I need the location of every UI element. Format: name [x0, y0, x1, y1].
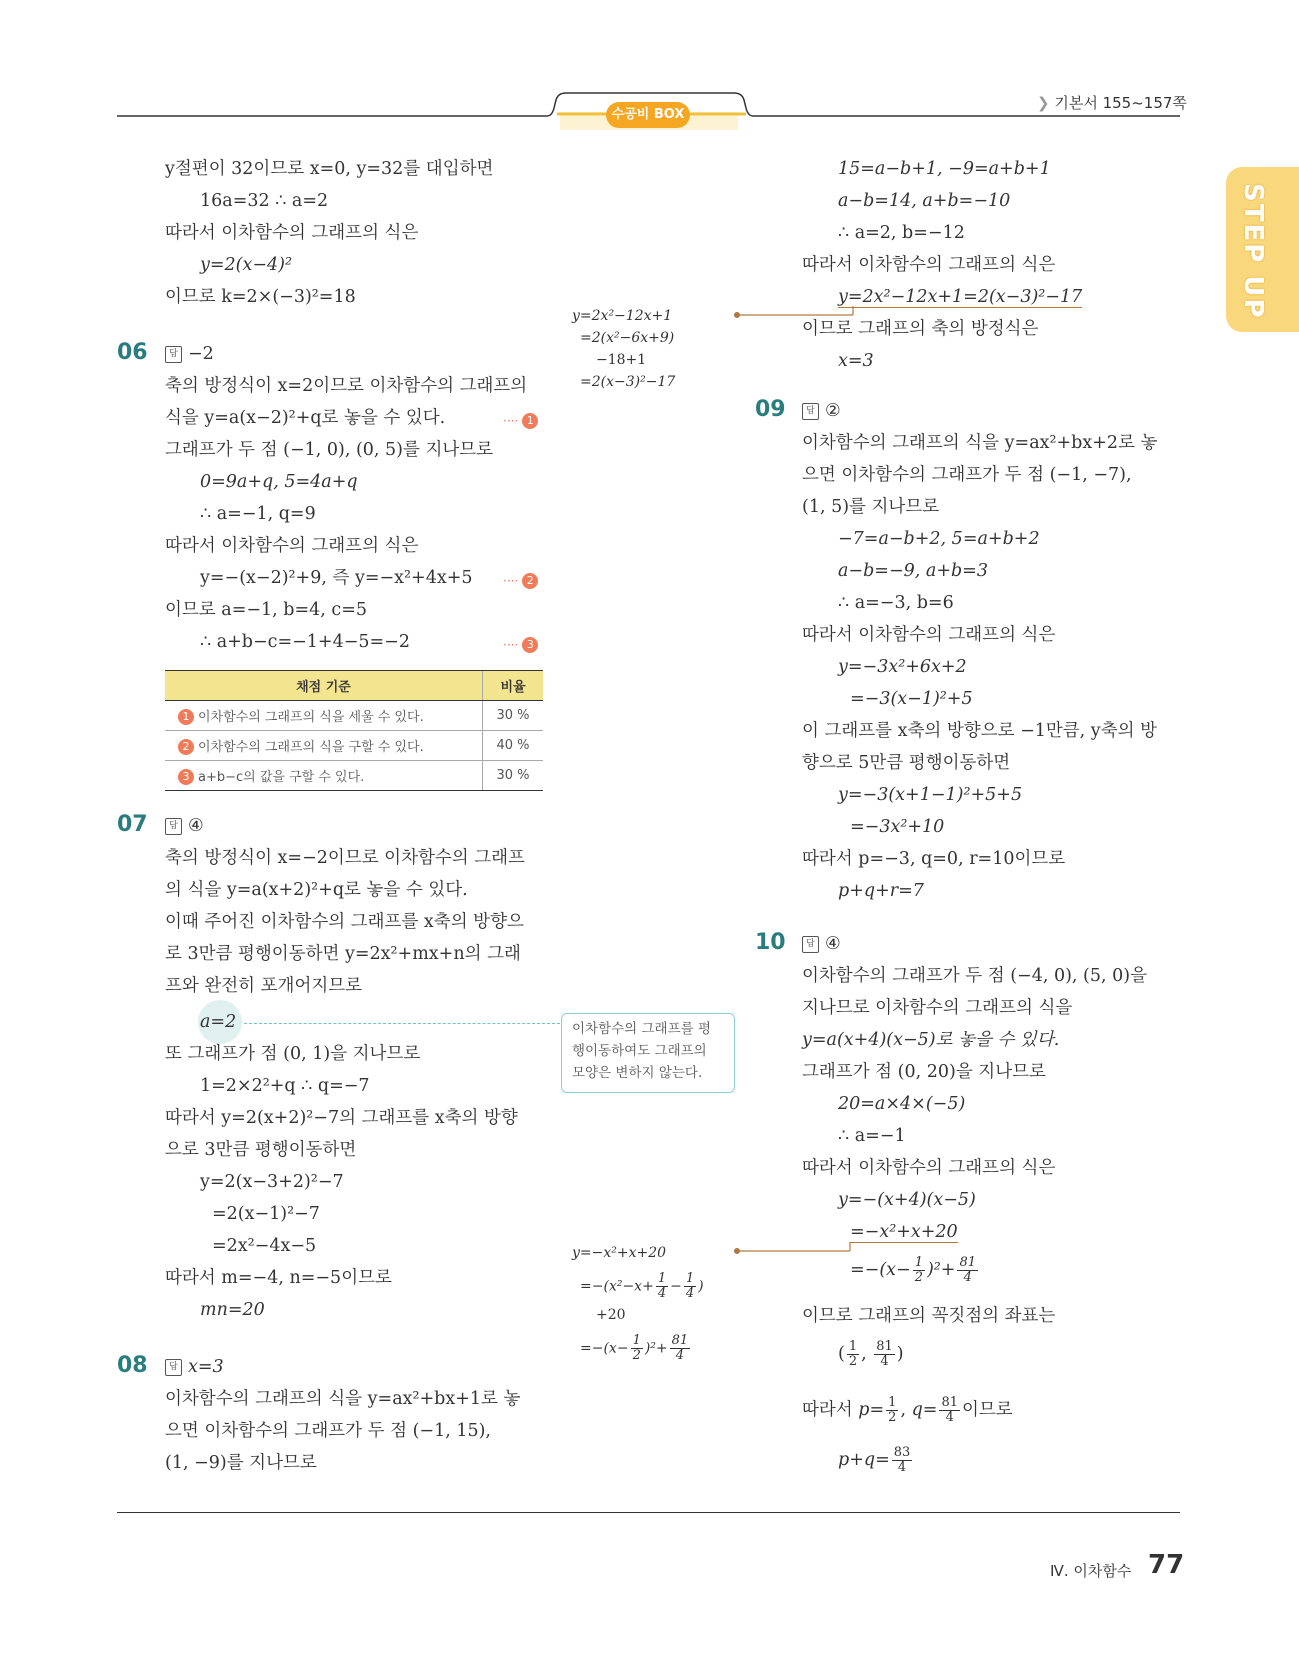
dots-icon: ····: [503, 638, 519, 652]
text-line: 0=9a+q, 5=4a+q: [200, 472, 358, 492]
text-line: 이므로 k=2×(−3)²=18: [165, 287, 356, 307]
answer-icon: 답: [165, 1359, 182, 1376]
text-line: y=−(x+4)(x−5): [838, 1190, 976, 1210]
side-note-line: +20: [596, 1307, 626, 1323]
note-line: 모양은 변하지 않는다.: [572, 1065, 703, 1081]
text-line: ∴ a=−1, q=9: [200, 504, 316, 524]
text-line: 이차함수의 그래프의 식을 y=ax²+bx+1로 놓: [165, 1389, 521, 1409]
text-line: y=−(x−2)²+9, 즉 y=−x²+4x+5: [200, 568, 473, 588]
problem-number: 10: [755, 930, 786, 955]
text-line: 이므로 그래프의 꼭짓점의 좌표는: [802, 1306, 1056, 1326]
answer: 답 −2: [165, 342, 214, 366]
mark-badge: 3: [178, 769, 194, 785]
text-line: ∴ a=−3, b=6: [838, 593, 954, 613]
mark-badge: 2: [522, 573, 538, 589]
step-up-tab: [1226, 167, 1299, 332]
chapter-label: Ⅳ. 이차함수: [1050, 1562, 1132, 1580]
text-line: y=2(x−3+2)²−7: [200, 1172, 344, 1192]
page-number: 77: [1148, 1550, 1185, 1580]
note-line: 행이동하여도 그래프의: [572, 1043, 707, 1059]
text-line: 향으로 5만큼 평행이동하면: [802, 753, 1011, 773]
reference-label: ❯ 기본서 155~157쪽: [1037, 94, 1187, 112]
table-cell: 40 %: [483, 731, 544, 761]
text-line: ∴ a=−1: [838, 1126, 906, 1146]
step-up-label: STEP UP: [1238, 183, 1268, 320]
side-note-line: =−(x²−x+ $\frac{1}{4}$ − $\frac{1}{4}$ ): [580, 1271, 704, 1301]
text-line: a−b=−9, a+b=3: [838, 561, 988, 581]
text-line: =2(x−1)²−7: [212, 1204, 320, 1224]
table-cell: 1 이차함수의 그래프의 식을 세울 수 있다.: [165, 701, 483, 731]
text-line: 으면 이차함수의 그래프가 두 점 (−1, 15),: [165, 1421, 491, 1441]
side-note-line: =2(x−3)²−17: [580, 374, 676, 390]
text-line: 이차함수의 그래프가 두 점 (−4, 0), (5, 0)을: [802, 966, 1147, 986]
mark-badge: 3: [522, 637, 538, 653]
text-line: a−b=14, a+b=−10: [838, 191, 1011, 211]
side-note-line: −18+1: [596, 352, 647, 368]
answer: 답 ④: [802, 932, 841, 956]
text-line: =−3(x−1)²+5: [850, 689, 973, 709]
side-note-line: =−(x− $\frac{1}{2}$ )²+ $\frac{81}{4}$: [580, 1333, 689, 1363]
text-line: y절편이 32이므로 x=0, y=32를 대입하면: [165, 159, 494, 179]
text-line: y=−3x²+6x+2: [838, 657, 967, 677]
text-line: y=2(x−4)²: [200, 255, 293, 275]
problem-number: 09: [755, 397, 786, 422]
note-line: 이차함수의 그래프를 평: [572, 1021, 711, 1037]
text-line: y=−3(x+1−1)²+5+5: [838, 785, 1023, 805]
note-box: [561, 1013, 735, 1093]
text-line: 프와 완전히 포개어지므로: [165, 976, 363, 996]
text-line: =−x²+x+20: [850, 1222, 958, 1242]
column-header: 채점 기준: [165, 671, 483, 701]
dots-icon: ····: [503, 414, 519, 428]
text-line: 로 3만큼 평행이동하면 y=2x²+mx+n의 그래: [165, 944, 521, 964]
text-line: p+q= $\frac{83}{4}$: [838, 1445, 911, 1475]
table-row: [165, 761, 543, 791]
column-header: 비율: [483, 671, 544, 701]
footer-rule: [117, 1512, 1180, 1513]
mark-badge: 1: [522, 413, 538, 429]
side-note-line: =2(x²−6x+9): [580, 330, 675, 346]
text-line: 따라서 이차함수의 그래프의 식은: [802, 625, 1056, 645]
text-line: 식을 y=a(x−2)²+q로 놓을 수 있다.: [165, 408, 446, 428]
text-line: a=2: [200, 1012, 237, 1032]
text-line: 으로 3만큼 평행이동하면: [165, 1140, 357, 1160]
text-line: x=3: [838, 351, 874, 371]
text-line: 따라서 이차함수의 그래프의 식은: [802, 255, 1056, 275]
answer: 답 x=3: [165, 1355, 224, 1379]
answer: 답 ②: [802, 399, 841, 423]
grading-table: [165, 670, 543, 791]
side-note-line: y=2x²−12x+1: [572, 308, 673, 324]
text-line: 따라서 y=2(x+2)²−7의 그래프를 x축의 방향: [165, 1108, 518, 1128]
text-line: y=2x²−12x+1=2(x−3)²−17: [838, 287, 1083, 307]
text-line: 이차함수의 그래프의 식을 y=ax²+bx+2로 놓: [802, 433, 1158, 453]
text-line: (1, 5)를 지나므로: [802, 497, 940, 517]
answer-icon: 답: [165, 346, 182, 363]
text-line: =2x²−4x−5: [212, 1236, 317, 1256]
mark-row: [503, 570, 538, 589]
text-line: 이므로 그래프의 축의 방정식은: [802, 319, 1039, 339]
text-line: 16a=32 ∴ a=2: [200, 191, 329, 211]
text-line: ( $\frac{1}{2}$ , $\frac{81}{4}$ ): [838, 1339, 904, 1369]
text-line: 따라서 이차함수의 그래프의 식은: [802, 1158, 1056, 1178]
answer-icon: 답: [165, 818, 182, 835]
text-line: =−(x− $\frac{1}{2}$ )²+ $\frac{81}{4}$: [850, 1255, 977, 1285]
text-line: 따라서 m=−4, n=−5이므로: [165, 1268, 392, 1288]
problem-number: 06: [117, 340, 148, 365]
table-header: [165, 671, 543, 701]
text-line: 으면 이차함수의 그래프가 두 점 (−1, −7),: [802, 465, 1132, 485]
text-line: 따라서 이차함수의 그래프의 식은: [165, 536, 419, 556]
text-line: 따라서 p= $\frac{1}{2}$ , q= $\frac{81}{4}$ 이므로: [802, 1395, 1013, 1425]
text-line: 의 식을 y=a(x+2)²+q로 놓을 수 있다.: [165, 880, 468, 900]
text-line: 축의 방정식이 x=2이므로 이차함수의 그래프의: [165, 376, 528, 396]
text-line: 따라서 p=−3, q=0, r=10이므로: [802, 849, 1066, 869]
text-line: =−3x²+10: [850, 817, 945, 837]
table-cell: 30 %: [483, 761, 544, 791]
answer: 답 ④: [165, 814, 204, 838]
text-line: 이므로 a=−1, b=4, c=5: [165, 600, 368, 620]
text-line: 지나므로 이차함수의 그래프의 식을: [802, 998, 1073, 1018]
table-cell: 30 %: [483, 701, 544, 731]
text-line: 따라서 이차함수의 그래프의 식은: [165, 223, 419, 243]
box-badge: 수공비 BOX: [606, 102, 690, 128]
text-line: mn=20: [200, 1300, 265, 1320]
text-line: 그래프가 점 (0, 20)을 지나므로: [802, 1062, 1046, 1082]
text-line: 20=a×4×(−5): [838, 1094, 966, 1114]
text-line: ∴ a=2, b=−12: [838, 223, 965, 243]
text-line: 축의 방정식이 x=−2이므로 이차함수의 그래프: [165, 848, 525, 868]
text-line: y=a(x+4)(x−5)로 놓을 수 있다.: [802, 1030, 1060, 1050]
mark-badge: 2: [178, 739, 194, 755]
mark-row: [503, 410, 538, 429]
table-cell: 3 a+b−c의 값을 구할 수 있다.: [165, 761, 483, 791]
problem-number: 07: [117, 812, 148, 837]
problem-number: 08: [117, 1353, 148, 1378]
table-row: [165, 701, 543, 731]
chevron-right-icon: ❯: [1037, 94, 1050, 112]
text-line: 1=2×2²+q ∴ q=−7: [200, 1076, 370, 1096]
text-line: ∴ a+b−c=−1+4−5=−2: [200, 632, 410, 652]
text-line: −7=a−b+2, 5=a+b+2: [838, 529, 1040, 549]
text-line: 또 그래프가 점 (0, 1)을 지나므로: [165, 1044, 421, 1064]
mark-badge: 1: [178, 709, 194, 725]
text-line: 15=a−b+1, −9=a+b+1: [838, 159, 1051, 179]
answer-icon: 답: [802, 403, 819, 420]
mark-row: [503, 634, 538, 653]
table-row: [165, 731, 543, 761]
text-line: (1, −9)를 지나므로: [165, 1453, 317, 1473]
text-line: p+q+r=7: [838, 881, 924, 901]
dashed-connector: [244, 1023, 560, 1024]
dots-icon: ····: [503, 574, 519, 588]
text-line: 이 그래프를 x축의 방향으로 −1만큼, y축의 방: [802, 721, 1157, 741]
table-cell: 2 이차함수의 그래프의 식을 구할 수 있다.: [165, 731, 483, 761]
text-line: 이때 주어진 이차함수의 그래프를 x축의 방향으: [165, 912, 524, 932]
text-line: 그래프가 두 점 (−1, 0), (0, 5)를 지나므로: [165, 440, 494, 460]
side-note-line: y=−x²+x+20: [572, 1245, 667, 1261]
answer-icon: 답: [802, 936, 819, 953]
